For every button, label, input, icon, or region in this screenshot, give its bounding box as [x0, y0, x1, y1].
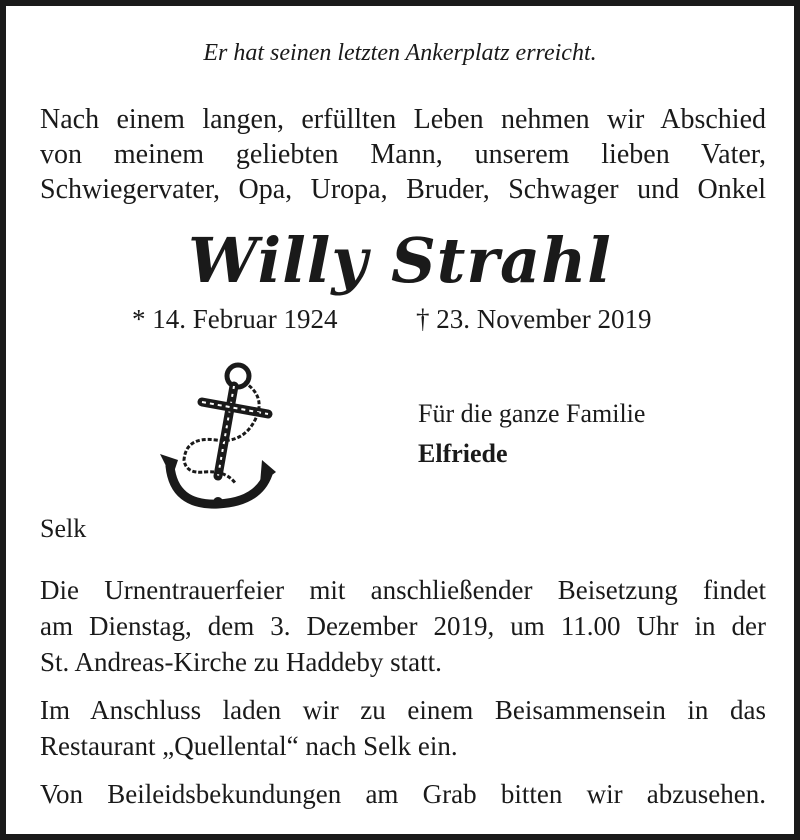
ceremony-line: Die Urnentrauerfeier mit anschließender Beisetzung findet [40, 575, 766, 605]
ceremony-line: am Dienstag, dem 3. Dezember 2019, um 11.00 Uhr in der [40, 611, 766, 641]
ceremony-line: St. Andreas-Kirche zu Haddeby statt. [40, 647, 442, 677]
family-signature [418, 394, 645, 474]
intro-line: von meinem geliebten Mann, unserem lieben Vater, [40, 139, 766, 170]
invitation-paragraph [40, 692, 766, 764]
motto: Er hat seinen letzten Ankerplatz erreicht. [203, 40, 597, 66]
intro-line: Nach einem langen, erfüllten Leben nehmen wir Abschied [40, 104, 766, 135]
death-date: † 23. November 2019 [416, 304, 652, 334]
family-line: Für die ganze Familie [418, 399, 646, 428]
anchor-icon [156, 356, 276, 516]
signer-name: Elfriede [418, 439, 508, 468]
invitation-line: Restaurant „Quellental“ nach Selk ein. [40, 731, 458, 761]
invitation-line: Im Anschluss laden wir zu einem Beisammensein in das [40, 695, 766, 725]
condolence-line: Von Beileidsbekundungen am Grab bitten wir abzusehen. [40, 779, 766, 809]
birth-date: * 14. Februar 1924 [132, 304, 338, 334]
place-name: Selk [40, 514, 87, 543]
intro-line: Schwiegervater, Opa, Uropa, Bruder, Schwager und Onkel [40, 174, 766, 205]
intro-text [40, 102, 766, 207]
ceremony-paragraph [40, 572, 766, 680]
deceased-name: Willy Strahl [188, 224, 612, 297]
condolence-paragraph [40, 776, 766, 812]
